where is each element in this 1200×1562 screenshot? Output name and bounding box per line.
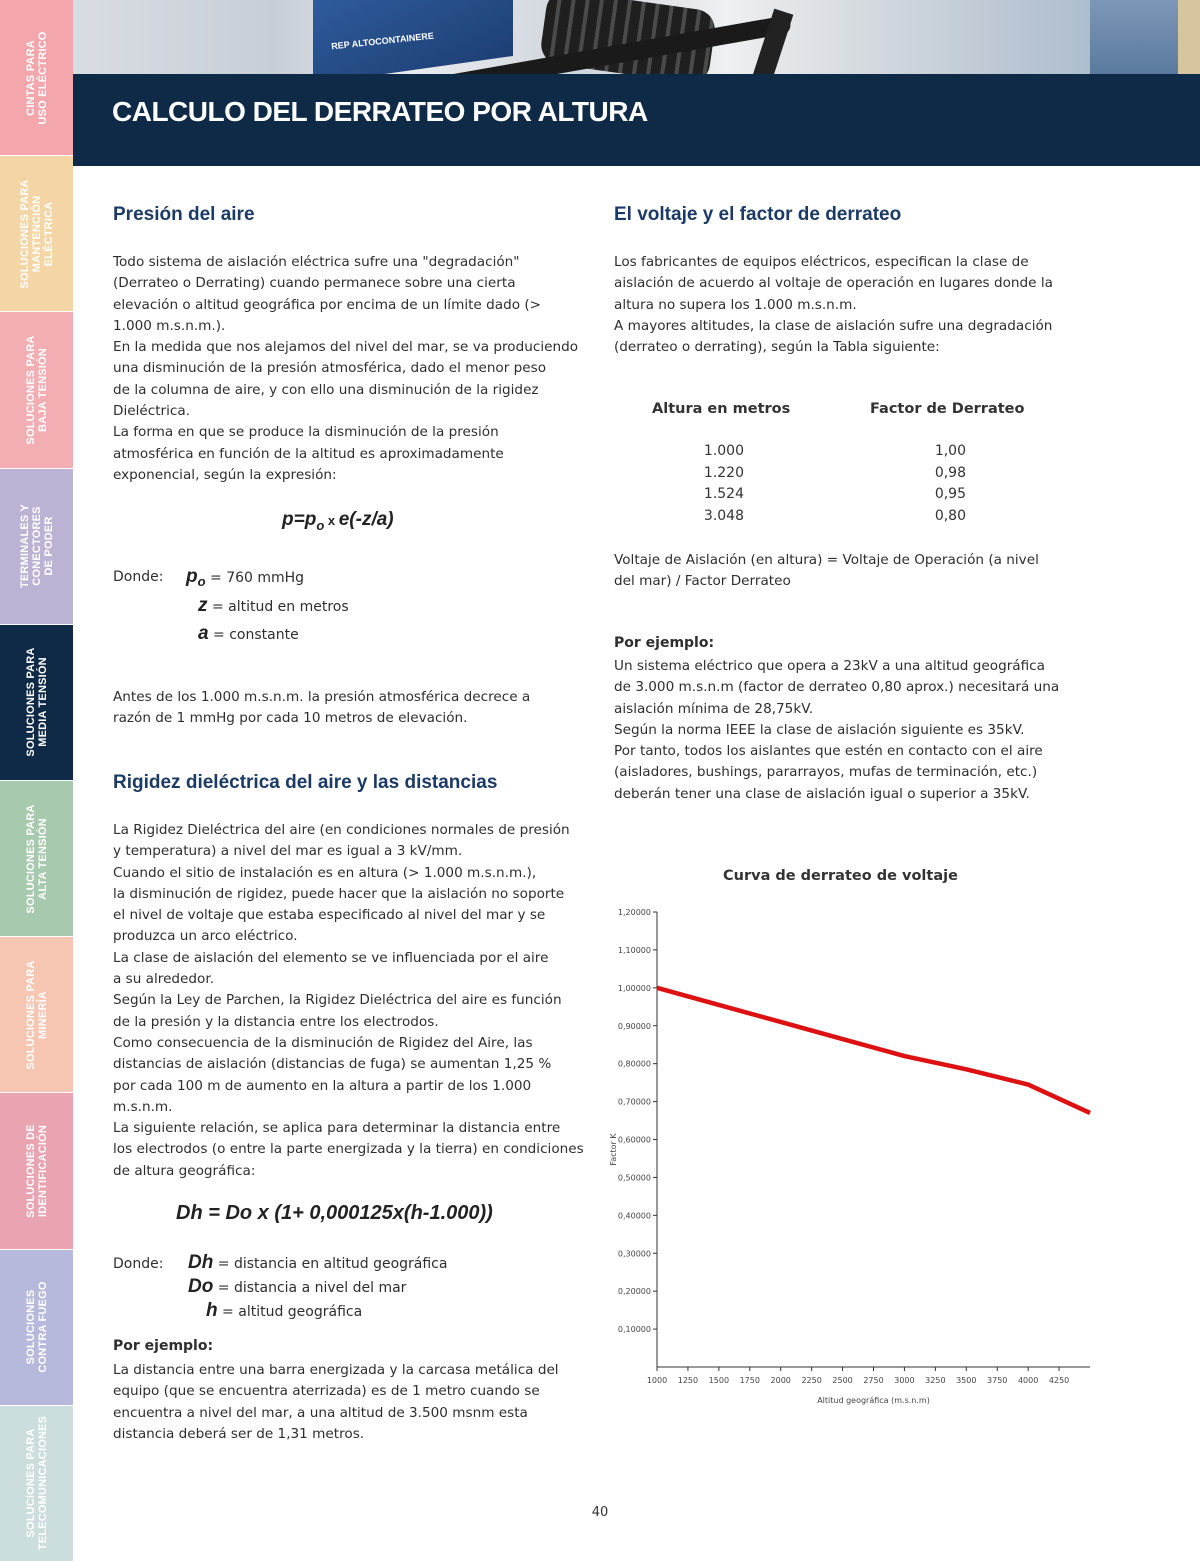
y-tick-label: 0,10000 — [617, 1325, 651, 1335]
paragraph-line: los electrodos (o entre la parte energizada y la tierra) en condiciones — [113, 1141, 584, 1158]
variable-symbol: a — [198, 623, 209, 644]
sidebar-tab-4[interactable] — [0, 469, 73, 625]
variable-description: = constante — [208, 627, 299, 643]
paragraph-line: por cada 100 m de aumento en la altura a partir de los 1.000 — [113, 1077, 532, 1094]
x-tick-label: 4000 — [1017, 1376, 1039, 1385]
x-tick-label: 1750 — [739, 1376, 760, 1385]
example-label-right: Por ejemplo: — [614, 635, 715, 651]
variable-definition — [198, 623, 299, 645]
table-cell-factor: 1,00 — [934, 443, 966, 459]
variable-description: = 760 mmHg — [205, 570, 305, 586]
table-cell-altura: 1.000 — [703, 443, 744, 459]
y-tick-label: 0,50000 — [617, 1173, 651, 1183]
page-number: 40 — [591, 1505, 609, 1520]
chart-title: Curva de derrateo de voltaje — [723, 868, 958, 884]
sidebar-tab-label: CINTAS PARA USO ELÉCTRICO — [24, 31, 49, 125]
product-box-label: REP ALTOCONTAINERE — [330, 30, 435, 52]
cable-image-2 — [753, 9, 794, 74]
paragraph-line: Los fabricantes de equipos eléctricos, especifican la clase de — [614, 254, 1029, 270]
sidebar-tab-label: SOLUCIONES DE IDENTIFICACIÓN — [24, 1124, 49, 1218]
paragraph-line: La distancia entre una barra energizada y la carcasa metálica del — [113, 1362, 559, 1378]
voltaje-paragraph — [614, 252, 1092, 358]
variable-symbol: h — [206, 1300, 218, 1321]
variable-definition — [206, 1300, 362, 1322]
paragraph-line: La Rigidez Dieléctrica del aire (en condiciones normales de presión — [113, 822, 570, 838]
table-cell-factor: 0,95 — [934, 486, 966, 502]
x-tick-label: 3750 — [987, 1376, 1008, 1385]
x-tick-label: 1500 — [708, 1376, 730, 1385]
paragraph-line: a su alrededor. — [113, 971, 215, 988]
paragraph-line: distancias de aislación (distancias de fuga) se aumentan 1,25 % — [113, 1056, 552, 1073]
example-label-left: Por ejemplo: — [113, 1338, 214, 1354]
y-tick-label: 0,20000 — [617, 1287, 651, 1297]
formula-lhs: p=p — [282, 509, 317, 530]
sidebar-tab-label: SOLUCIONES PARA MINERÍA — [24, 960, 49, 1070]
table-header-factor: Factor de Derrateo — [870, 401, 1025, 417]
paragraph-line: Un sistema eléctrico que opera a 23kV a una altitud geográfica — [614, 658, 1045, 674]
x-tick-label: 2750 — [863, 1376, 884, 1385]
paragraph-line: La forma en que se produce la disminución de la presión — [113, 424, 499, 441]
after-paragraph — [113, 687, 586, 730]
paragraph-line: y temperatura) a nivel del mar es igual a 3 kV/mm. — [113, 843, 463, 860]
example-paragraph-left — [113, 1360, 586, 1445]
sidebar-tab-10[interactable] — [0, 1406, 73, 1562]
sidebar — [0, 0, 73, 1562]
header-photo-edge — [1178, 0, 1200, 74]
y-tick-label: 0,60000 — [617, 1135, 651, 1145]
paragraph-line: 1.000 m.s.n.m.). — [113, 317, 226, 334]
table-cell-altura: 1.524 — [703, 486, 744, 502]
paragraph-line: altura no supera los 1.000 m.s.n.m. — [614, 296, 857, 313]
table-header-altura: Altura en metros — [652, 401, 791, 417]
section-title-rigidez: Rigidez dieléctrica del aire y las distancias — [113, 772, 498, 793]
y-tick-label: 1,10000 — [617, 945, 651, 955]
sidebar-tab-8[interactable] — [0, 1093, 73, 1249]
variable-symbol: p — [186, 566, 198, 587]
paragraph-line: Como consecuencia de la disminución de Rigidez del Aire, las — [113, 1034, 533, 1051]
paragraph-line: del mar) / Factor Derrateo — [614, 573, 791, 590]
paragraph-line: de altura geográfica: — [113, 1162, 256, 1179]
paragraph-line: exponencial, según la expresión: — [113, 466, 337, 483]
paragraph-line: distancia deberá ser de 1,31 metros. — [113, 1425, 365, 1442]
formula-times: x — [324, 513, 339, 528]
rigidez-paragraph — [113, 820, 586, 1182]
paragraph-line: Cuando el sitio de instalación es en altura (> 1.000 m.s.n.m.), — [113, 864, 537, 881]
table-cell-factor: 0,80 — [934, 507, 966, 524]
paragraph-line: de la columna de aire, y con ello una disminución de la rigidez — [113, 381, 539, 398]
distance-formula: Dh = Do x (1+ 0,000125x(h-1.000)) — [176, 1202, 493, 1224]
sidebar-tab-label: SOLUCIONES PARA BAJA TENSIÓN — [24, 335, 49, 445]
y-tick-label: 0,80000 — [617, 1059, 651, 1069]
where-label-2: Donde: — [113, 1256, 164, 1272]
table-cell-factor: 0,98 — [934, 464, 966, 481]
paragraph-line: (aisladores, bushings, pararrayos, mufas de terminación, etc.) — [614, 764, 1038, 781]
variable-subscript: o — [197, 573, 206, 589]
x-tick-label: 1250 — [677, 1376, 699, 1385]
paragraph-line: Antes de los 1.000 m.s.n.m. la presión atmosférica decrece a — [113, 689, 531, 705]
variable-definition — [188, 1252, 447, 1274]
variable-symbol: Dh — [188, 1252, 214, 1273]
sidebar-tab-6[interactable] — [0, 781, 73, 937]
variable-symbol: Do — [188, 1276, 214, 1297]
insulation-voltage-formula — [614, 550, 1092, 593]
paragraph-line: Dieléctrica. — [113, 403, 191, 420]
presion-paragraph — [113, 252, 586, 486]
x-tick-label: 3000 — [894, 1376, 915, 1385]
sidebar-tab-7[interactable] — [0, 937, 73, 1093]
sidebar-tab-1[interactable] — [0, 0, 73, 156]
paragraph-line: Por tanto, todos los aislantes que estén en contacto con el aire — [614, 743, 1043, 760]
variable-description: = distancia en altitud geográfica — [213, 1256, 448, 1272]
variable-definition — [198, 595, 349, 617]
paragraph-line: Según la norma IEEE la clase de aislación siguiente es 35kV. — [614, 721, 1025, 738]
x-tick-label: 2250 — [801, 1376, 822, 1385]
table-cell-altura: 1.220 — [703, 464, 744, 481]
sidebar-tab-label: SOLUCIONES CONTRA FUEGO — [24, 1281, 49, 1373]
paragraph-line: produzca un arco eléctrico. — [113, 928, 298, 945]
sidebar-tab-2[interactable] — [0, 156, 73, 312]
y-tick-label: 1,00000 — [617, 983, 651, 993]
y-tick-label: 0,90000 — [617, 1021, 651, 1031]
x-tick-label: 3250 — [925, 1376, 946, 1385]
formula-exp: e(-z/a) — [338, 509, 394, 530]
sidebar-tab-label: TERMINALES Y CONECTORES DE PODER — [18, 504, 55, 589]
paragraph-line: de la presión y la distancia entre los electrodos. — [113, 1013, 439, 1030]
sidebar-tab-label: SOLUCIONES PARA MEDIA TENSIÓN — [24, 647, 49, 757]
header-photo — [73, 0, 1200, 74]
variable-description: = altitud en metros — [207, 599, 349, 615]
sidebar-tab-3[interactable] — [0, 312, 73, 468]
variable-symbol: z — [198, 595, 208, 616]
series-line-1 — [657, 988, 1090, 1113]
paragraph-line: La clase de aislación del elemento se ve influenciada por el aire — [113, 949, 549, 966]
section-title-voltaje: El voltaje y el factor de derrateo — [614, 204, 902, 225]
sidebar-tab-label: SOLUCIONES PARA ALTA TENSIÓN — [24, 804, 49, 914]
paragraph-line: una disminución de la presión atmosférica, dado el menor peso — [113, 360, 547, 377]
variable-description: = distancia a nivel del mar — [213, 1280, 407, 1296]
example-paragraph-right — [614, 656, 1092, 805]
paragraph-line: deberán tener una clase de aislación igual o superior a 35kV. — [614, 785, 1030, 802]
y-axis-label: Factor K — [609, 1133, 618, 1166]
y-tick-label: 0,70000 — [617, 1097, 651, 1107]
x-axis-label: Altitud geográfica (m.s.n.m) — [817, 1396, 930, 1405]
where-label-1: Donde: — [113, 569, 164, 585]
paragraph-line: elevación o altitud geográfica por encima de un límite dado (> — [113, 296, 542, 313]
paragraph-line: de 3.000 m.s.n.m (factor de derrateo 0,80 aprox.) necesitará una — [614, 679, 1060, 696]
paragraph-line: La siguiente relación, se aplica para determinar la distancia entre — [113, 1120, 561, 1137]
derating-chart — [590, 895, 1100, 1415]
variable-definition — [188, 1276, 406, 1298]
page-title: CALCULO DEL DERRATEO POR ALTURA — [112, 96, 648, 127]
pressure-formula — [282, 509, 394, 533]
y-tick-label: 1,20000 — [617, 908, 651, 917]
paragraph-line: la disminución de rigidez, puede hacer que la aislación no soporte — [113, 885, 565, 902]
paragraph-line: Según la Ley de Parchen, la Rigidez Dieléctrica del aire es función — [113, 992, 562, 1009]
y-tick-label: 0,30000 — [617, 1249, 651, 1259]
paragraph-line: encuentra a nivel del mar, a una altitud de 3.500 msnm esta — [113, 1404, 528, 1421]
x-tick-label: 1000 — [646, 1376, 668, 1385]
paragraph-line: equipo (que se encuentra aterrizada) es de 1 metro cuando se — [113, 1383, 540, 1400]
variable-description: = altitud geográfica — [217, 1304, 363, 1320]
paragraph-line: aislación mínima de 28,75kV. — [614, 700, 814, 717]
header-bar — [73, 74, 1200, 166]
sidebar-tab-9[interactable] — [0, 1250, 73, 1406]
paragraph-line: A mayores altitudes, la clase de aislación sufre una degradación — [614, 317, 1053, 334]
sidebar-tab-5[interactable] — [0, 625, 73, 781]
x-tick-label: 2500 — [832, 1376, 853, 1385]
paragraph-line: Todo sistema de aislación eléctrica sufre una "degradación" — [113, 254, 520, 270]
paragraph-line: Voltaje de Aislación (en altura) = Voltaje de Operación (a nivel — [614, 552, 1039, 568]
sidebar-tab-label: SOLUCIONES PARA TELECOMUNICACIONES — [24, 1416, 49, 1551]
paragraph-line: atmosférica en función de la altitud es aproximadamente — [113, 445, 504, 462]
variable-definition — [186, 566, 304, 589]
table-cell-altura: 3.048 — [703, 507, 744, 524]
y-tick-label: 0,40000 — [617, 1211, 651, 1221]
x-tick-label: 3500 — [956, 1376, 977, 1385]
paragraph-line: el nivel de voltaje que estaba especificado al nivel del mar y se — [113, 907, 546, 924]
paragraph-line: razón de 1 mmHg por cada 10 metros de elevación. — [113, 710, 468, 727]
formula-sub: o — [316, 517, 325, 533]
paragraph-line: En la medida que nos alejamos del nivel del mar, se va produciendo — [113, 339, 579, 356]
section-title-presion: Presión del aire — [113, 204, 255, 225]
x-tick-label: 2000 — [770, 1376, 791, 1385]
paragraph-line: m.s.n.m. — [113, 1098, 173, 1115]
paragraph-line: (derrateo o derrating), según la Tabla siguiente: — [614, 339, 940, 356]
paragraph-line: aislación de acuerdo al voltaje de operación en lugares donde la — [614, 275, 1053, 292]
paragraph-line: (Derrateo o Derrating) cuando permanece sobre una cierta — [113, 275, 516, 292]
x-tick-label: 4250 — [1048, 1376, 1070, 1385]
sidebar-tab-label: SOLUCIONES PARA MANTENCIÓN ELÉCTRICA — [18, 179, 55, 289]
